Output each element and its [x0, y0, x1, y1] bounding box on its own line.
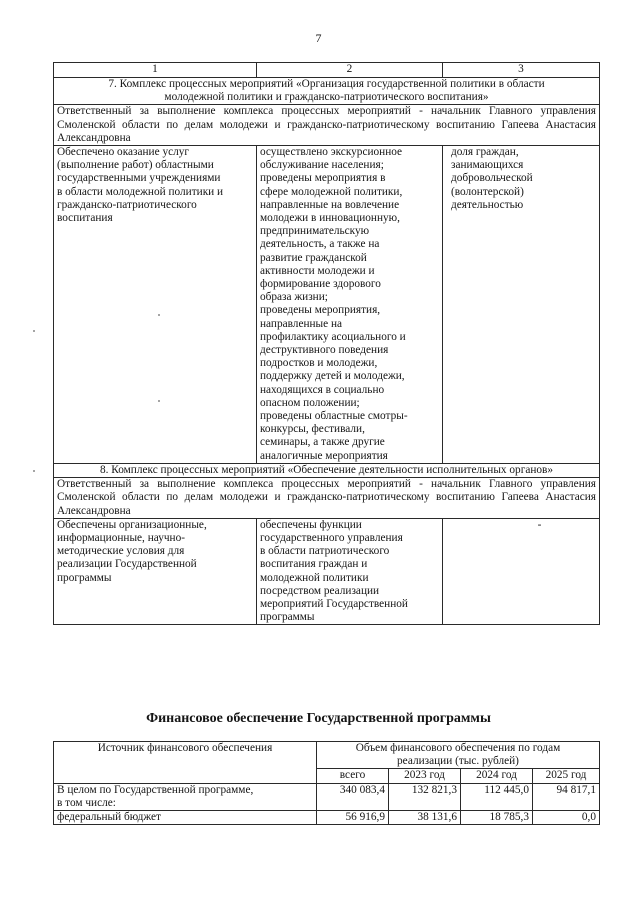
scan-speck [158, 314, 160, 316]
section-8-indicator-cell: - [443, 518, 600, 625]
value-2023: 38 131,6 [389, 811, 461, 825]
section-8-title-row [54, 463, 600, 477]
source-header: Источник финансового обеспечения [54, 742, 317, 784]
section-7-content-row [54, 146, 600, 464]
section-8-title: 8. Комплекс процессных мероприятий «Обеспечение деятельности исполнительных органов» [54, 463, 600, 477]
value-2024: 18 785,3 [461, 811, 533, 825]
value-total: 56 916,9 [317, 811, 389, 825]
section-7-task-cell: Обеспечено оказание услуг (выполнение работ) областными государственными учреждениями в области молодежной политики и гражданско-патриотического воспитания [54, 146, 257, 464]
col-2025: 2025 год [533, 769, 600, 783]
value-total: 340 083,4 [317, 783, 389, 810]
value-2024: 112 445,0 [461, 783, 533, 810]
col-total: всего [317, 769, 389, 783]
section-7-effect-cell: осуществлено экскурсионное обслуживание населения; проведены мероприятия в сфере молодежной политики, направленные на вовлечение молодежи в инновационную, предпринимательскую деятельность, а также на развитие гражданской активности молодежи и формирование здорового образа жизни; проведены мероприятия, направленные на профилактику асоциального и деструктивного поведения подростков и молодежи, поддержку детей и молодежи, находящихся в социально опасном положении; проведены областные смотры- конкурсы, фестивали, семинары, а также другие аналогичные мероприятия [257, 146, 443, 464]
section-8-content-row [54, 518, 600, 625]
program-table [53, 62, 600, 625]
scan-speck [33, 330, 35, 332]
value-2025: 94 817,1 [533, 783, 600, 810]
column-number-row [54, 63, 600, 78]
section-8-task-cell: Обеспечены организационные, информационные, научно- методические условия для реализации Государственной программы [54, 518, 257, 625]
col-2024: 2024 год [461, 769, 533, 783]
volume-header: Объем финансового обеспечения по годам реализации (тыс. рублей) [317, 742, 600, 769]
section-8-effect-cell: обеспечены функции государственного управления в области патриотического воспитания граждан и молодежной политики посредством реализации мероприятий Государственной программы [257, 518, 443, 625]
finance-table [53, 741, 600, 825]
section-8-responsible-row [54, 478, 600, 519]
column-number-3: 3 [443, 63, 600, 78]
row-label: федеральный бюджет [54, 811, 317, 825]
section-7-title-row [54, 78, 600, 105]
finance-header-row [54, 742, 600, 769]
scan-speck [33, 470, 35, 472]
finance-title: Финансовое обеспечение Государственной программы [146, 711, 491, 726]
value-2025: 0,0 [533, 811, 600, 825]
row-label: В целом по Государственной программе, в том числе: [54, 783, 317, 810]
page-number: 7 [315, 31, 322, 45]
column-number-2: 2 [257, 63, 443, 78]
section-7-indicator-cell: доля граждан, занимающихся добровольческой (волонтерской) деятельностью [443, 146, 600, 464]
section-7-responsible: Ответственный за выполнение комплекса процессных мероприятий - начальник Главного управления Смоленской области по делам молодежи и гражданско-патриотическому воспитанию Гапеева Анастасия Александровна [54, 105, 600, 146]
section-7-responsible-row [54, 105, 600, 146]
section-8-responsible: Ответственный за выполнение комплекса процессных мероприятий - начальник Главного управления Смоленской области по делам молодежи и гражданско-патриотическому воспитанию Гапеева Анастасия Александровна [54, 478, 600, 519]
finance-row-total [54, 783, 600, 810]
finance-row-federal [54, 811, 600, 825]
col-2023: 2023 год [389, 769, 461, 783]
section-7-title: 7. Комплекс процессных мероприятий «Организация государственной политики в области молодежной политики и гражданско-патриотического воспитания» [54, 78, 600, 105]
scan-speck [158, 400, 160, 402]
value-2023: 132 821,3 [389, 783, 461, 810]
column-number-1: 1 [54, 63, 257, 78]
